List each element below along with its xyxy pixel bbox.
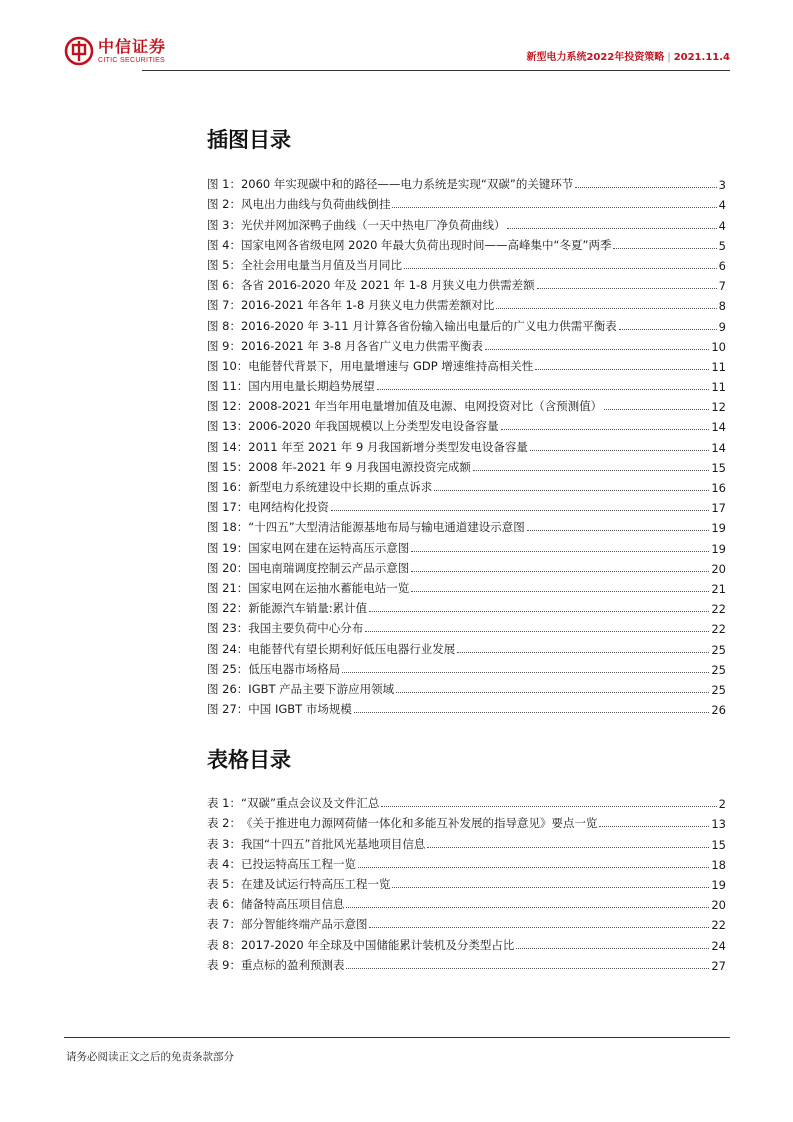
entry-leader-dots	[535, 369, 709, 370]
entry-leader-dots	[575, 187, 716, 188]
figure-toc-entry[interactable]	[207, 313, 726, 333]
entry-title: 中国 IGBT 市场规模	[248, 702, 352, 717]
entry-label: 表 2：	[207, 816, 241, 831]
entry-label: 图 20：	[207, 560, 249, 575]
entry-title: 新型电力系统建设中长期的重点诉求	[248, 480, 433, 494]
brand-logo	[64, 36, 166, 66]
figures-toc-list	[207, 172, 726, 717]
entry-title: “双碳”重点会议及文件汇总	[240, 796, 380, 811]
entry-title: 电能替代背景下，用电量增速与 GDP 增速维持高相关性	[248, 358, 534, 373]
entry-page-number: 3	[718, 178, 726, 193]
report-title: 新型电力系统2022年投资策略	[526, 52, 665, 63]
entry-label: 图 17：	[207, 500, 249, 515]
entry-label: 图 4：	[207, 237, 241, 252]
entry-page-number: 26	[711, 703, 726, 718]
entry-title: 2016-2021 年 3-8 月各省广义电力供需平衡表	[240, 338, 483, 353]
table-toc-entry[interactable]	[207, 912, 726, 932]
entry-leader-dots	[396, 692, 709, 693]
entry-page-number: 15	[711, 460, 726, 475]
entry-label: 图 8：	[207, 318, 241, 333]
entry-leader-dots	[411, 591, 709, 592]
entry-title: 国内用电量长期趋势展望	[248, 379, 375, 394]
page-header	[64, 34, 730, 72]
entry-leader-dots	[516, 948, 709, 949]
citic-logo-icon	[64, 36, 94, 66]
entry-page-number: 12	[711, 400, 726, 415]
entry-label: 图 7：	[207, 298, 241, 313]
entry-title: 2016-2021 年各年 1-8 月狭义电力供需差额对比	[240, 298, 495, 313]
entry-title: 国电南瑞调度控制云产品示意图	[248, 560, 410, 575]
entry-page-number: 11	[711, 380, 726, 395]
entry-label: 图 16：	[207, 480, 249, 494]
figure-toc-entry[interactable]	[207, 475, 726, 495]
entry-page-number: 20	[711, 898, 726, 913]
header-separator: |	[667, 52, 671, 63]
entry-leader-dots	[369, 611, 709, 612]
entry-title: 《关于推进电力源网荷储一体化和多能互补发展的指导意见》要点一览	[240, 816, 598, 831]
report-date: 2021.11.4	[673, 52, 730, 63]
entry-label: 图 27：	[207, 702, 249, 717]
figure-toc-entry[interactable]	[207, 677, 726, 697]
entry-page-number: 13	[711, 817, 726, 832]
entry-label: 图 10：	[207, 358, 249, 373]
entry-leader-dots	[392, 207, 716, 208]
figure-toc-entry[interactable]	[207, 697, 726, 717]
entry-title: 储备特高压项目信息	[240, 897, 345, 912]
entry-label: 图 15：	[207, 459, 249, 474]
entry-page-number: 10	[711, 339, 726, 354]
figure-toc-entry[interactable]	[207, 616, 726, 636]
entry-page-number: 18	[711, 857, 726, 872]
entry-page-number: 7	[718, 279, 726, 294]
entry-leader-dots	[501, 429, 710, 430]
entry-label: 图 25：	[207, 661, 249, 676]
entry-leader-dots	[358, 867, 709, 868]
entry-leader-dots	[381, 806, 716, 807]
header-divider	[142, 70, 730, 71]
figure-toc-entry[interactable]	[207, 576, 726, 596]
entry-page-number: 17	[711, 501, 726, 516]
entry-page-number: 24	[711, 938, 726, 953]
figure-toc-entry[interactable]	[207, 394, 726, 414]
figure-toc-entry[interactable]	[207, 273, 726, 293]
entry-leader-dots	[619, 329, 717, 330]
figure-toc-entry[interactable]	[207, 434, 726, 454]
entry-label: 表 8：	[207, 937, 241, 952]
entry-label: 图 2：	[207, 197, 241, 212]
entry-leader-dots	[507, 228, 716, 229]
entry-title: 在建及试运行特高压工程一览	[240, 876, 391, 891]
entry-label: 图 26：	[207, 681, 249, 696]
entry-title: 国家电网各省级电网 2020 年最大负荷出现时间——高峰集中“冬夏”两季	[240, 237, 612, 252]
entry-title: 低压电器市场格局	[248, 661, 341, 676]
entry-leader-dots	[427, 847, 709, 848]
entry-page-number: 25	[711, 642, 726, 657]
figure-toc-entry[interactable]	[207, 374, 726, 394]
entry-page-number: 21	[711, 581, 726, 596]
entry-leader-dots	[613, 248, 716, 249]
figure-toc-entry[interactable]	[207, 596, 726, 616]
entry-leader-dots	[346, 907, 709, 908]
entry-page-number: 19	[711, 541, 726, 556]
entry-label: 图 12：	[207, 399, 249, 414]
entry-title: 全社会用电量当月值及当月同比	[240, 257, 402, 272]
figure-toc-entry[interactable]	[207, 636, 726, 656]
entry-page-number: 19	[711, 521, 726, 536]
entry-page-number: 8	[718, 299, 726, 314]
entry-label: 表 7：	[207, 917, 241, 932]
entry-page-number: 14	[711, 440, 726, 455]
entry-page-number: 6	[718, 258, 726, 273]
table-toc-entry[interactable]	[207, 791, 726, 811]
entry-label: 表 9：	[207, 957, 241, 972]
figure-toc-entry[interactable]	[207, 293, 726, 313]
entry-label: 表 1：	[207, 796, 241, 811]
entry-leader-dots	[604, 409, 709, 410]
entry-leader-dots	[457, 652, 709, 653]
entry-page-number: 25	[711, 682, 726, 697]
entry-leader-dots	[496, 308, 716, 309]
entry-page-number: 22	[711, 602, 726, 617]
entry-leader-dots	[599, 826, 709, 827]
entry-label: 图 5：	[207, 257, 241, 272]
entry-label: 图 6：	[207, 278, 241, 293]
entry-page-number: 9	[718, 319, 726, 334]
entry-title: 新能源汽车销量:累计值	[248, 601, 368, 616]
entry-page-number: 20	[711, 561, 726, 576]
entry-title: 2060 年实现碳中和的路径——电力系统是实现“双碳”的关键环节	[240, 177, 574, 192]
entry-title: 2006-2020 年我国规模以上分类型发电设备容量	[248, 419, 499, 434]
entry-title: “十四五”大型清洁能源基地布局与输电通道建设示意图	[248, 520, 525, 535]
figure-toc-entry[interactable]	[207, 455, 726, 475]
entry-leader-dots	[434, 490, 709, 491]
entry-leader-dots	[530, 450, 709, 451]
entry-title: 2008 年-2021 年 9 月我国电源投资完成额	[248, 459, 471, 474]
table-toc-entry[interactable]	[207, 872, 726, 892]
footer-divider	[64, 1037, 730, 1038]
figure-toc-entry[interactable]	[207, 334, 726, 354]
entry-leader-dots	[369, 927, 709, 928]
entry-title: 光伏并网加深鸭子曲线（一天中热电厂净负荷曲线）	[240, 217, 506, 232]
header-report-info	[526, 48, 730, 63]
entry-leader-dots	[485, 349, 709, 350]
figure-toc-entry[interactable]	[207, 515, 726, 535]
entry-leader-dots	[346, 968, 709, 969]
table-toc-entry[interactable]	[207, 811, 726, 831]
entry-title: 电能替代有望长期利好低压电器行业发展	[248, 641, 456, 656]
entry-page-number: 15	[711, 837, 726, 852]
entry-title: 国家电网在建在运特高压示意图	[248, 540, 410, 555]
entry-label: 图 24：	[207, 641, 249, 656]
figures-toc-title: 插图目录	[207, 128, 291, 152]
entry-leader-dots	[377, 389, 710, 390]
entry-page-number: 22	[711, 918, 726, 933]
entry-leader-dots	[411, 551, 709, 552]
entry-title: 已投运特高压工程一览	[240, 856, 356, 871]
figure-toc-entry[interactable]	[207, 233, 726, 253]
entry-page-number: 14	[711, 420, 726, 435]
entry-label: 图 3：	[207, 217, 241, 232]
tables-toc-title: 表格目录	[207, 748, 291, 772]
brand-name-en: CITIC SECURITIES	[98, 56, 166, 64]
figure-toc-entry[interactable]	[207, 657, 726, 677]
entry-title: 国家电网在运抽水蓄能电站一览	[248, 580, 410, 595]
entry-page-number: 22	[711, 622, 726, 637]
entry-label: 图 22：	[207, 601, 249, 616]
figure-toc-entry[interactable]	[207, 212, 726, 232]
entry-title: 风电出力曲线与负荷曲线倒挂	[240, 197, 391, 212]
entry-leader-dots	[527, 530, 710, 531]
entry-leader-dots	[365, 631, 709, 632]
figure-toc-entry[interactable]	[207, 535, 726, 555]
figure-toc-entry[interactable]	[207, 495, 726, 515]
entry-title: 重点标的盈利预测表	[240, 957, 345, 972]
figure-toc-entry[interactable]	[207, 354, 726, 374]
entry-title: 2017-2020 年全球及中国储能累计装机及分类型占比	[240, 937, 515, 952]
entry-label: 表 6：	[207, 897, 241, 912]
entry-leader-dots	[473, 470, 709, 471]
entry-label: 表 3：	[207, 836, 241, 851]
figure-toc-entry[interactable]	[207, 192, 726, 212]
entry-leader-dots	[331, 510, 710, 511]
entry-leader-dots	[537, 288, 717, 289]
entry-title: 2016-2020 年 3-11 月计算各省份输入输出电量后的广义电力供需平衡表	[240, 318, 617, 333]
entry-title: 我国主要负荷中心分布	[248, 621, 364, 636]
table-toc-entry[interactable]	[207, 852, 726, 872]
entry-label: 图 13：	[207, 419, 249, 434]
entry-title: IGBT 产品主要下游应用领域	[248, 681, 395, 696]
entry-label: 图 19：	[207, 540, 249, 555]
figure-toc-entry[interactable]	[207, 253, 726, 273]
entry-page-number: 4	[718, 198, 726, 213]
figure-toc-entry[interactable]	[207, 172, 726, 192]
entry-page-number: 11	[711, 359, 726, 374]
entry-page-number: 16	[711, 481, 726, 495]
entry-label: 图 1：	[207, 177, 241, 192]
table-toc-entry[interactable]	[207, 892, 726, 912]
entry-title: 各省 2016-2020 年及 2021 年 1-8 月狭义电力供需差额	[240, 278, 535, 293]
brand-name-cn: 中信证券	[98, 36, 167, 56]
figure-toc-entry[interactable]	[207, 556, 726, 576]
table-toc-entry[interactable]	[207, 831, 726, 851]
entry-label: 表 5：	[207, 876, 241, 891]
entry-label: 图 21：	[207, 580, 249, 595]
entry-leader-dots	[411, 571, 709, 572]
entry-label: 表 4：	[207, 856, 241, 871]
entry-page-number: 27	[711, 958, 726, 973]
entry-page-number: 19	[711, 877, 726, 892]
entry-title: 2011 年至 2021 年 9 月我国新增分类型发电设备容量	[248, 439, 528, 454]
entry-page-number: 25	[711, 662, 726, 677]
entry-title: 电网结构化投资	[248, 500, 329, 515]
entry-label: 图 9：	[207, 338, 241, 353]
entry-page-number: 5	[718, 238, 726, 253]
entry-leader-dots	[404, 268, 717, 269]
entry-page-number: 4	[718, 218, 726, 233]
entry-title: 我国“十四五”首批风光基地项目信息	[240, 836, 426, 851]
entry-label: 图 11：	[207, 379, 249, 394]
entry-label: 图 23：	[207, 621, 249, 636]
entry-label: 图 18：	[207, 520, 249, 535]
footer-disclaimer: 请务必阅读正文之后的免责条款部分	[66, 1051, 234, 1063]
entry-leader-dots	[354, 712, 710, 713]
entry-title: 部分智能终端产品示意图	[240, 917, 368, 932]
entry-label: 图 14：	[207, 439, 249, 454]
entry-leader-dots	[392, 887, 709, 888]
table-toc-entry[interactable]	[207, 932, 726, 952]
entry-title: 2008-2021 年当年用电量增加值及电源、电网投资对比（含预测值）	[248, 399, 603, 414]
entry-leader-dots	[342, 672, 709, 673]
table-toc-entry[interactable]	[207, 953, 726, 973]
tables-toc-list	[207, 791, 726, 973]
entry-page-number: 2	[718, 797, 726, 812]
figure-toc-entry[interactable]	[207, 414, 726, 434]
